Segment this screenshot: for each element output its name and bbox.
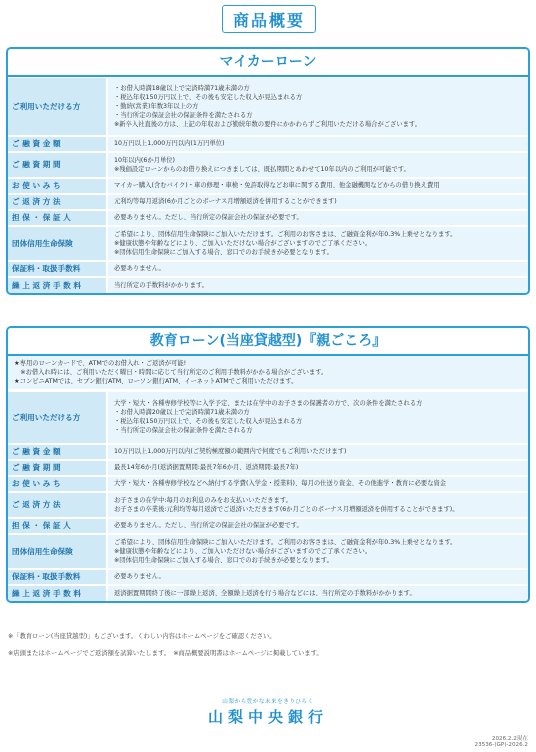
table-row <box>8 277 528 293</box>
note-line: ★専用のローンカードで、ATMでのお借入れ・ご返済が可能! <box>14 360 187 367</box>
row-value-line: ※団体信用生命保険にご加入する場合、窓口でのお手続きが必要となります。 <box>114 248 333 256</box>
table-row <box>8 136 528 152</box>
row-label: ご 融 資 金 額 <box>8 444 107 460</box>
table-row <box>8 444 528 460</box>
row-label: ご 融 資 期 間 <box>8 152 107 178</box>
row-label: ご 融 資 金 額 <box>8 136 107 152</box>
row-label: 団体信用生命保険 <box>8 534 107 569</box>
row-value-line: ・税込年収150万円以上で、その後も安定した収入が見込まれる方 <box>114 93 303 101</box>
row-value-line: 元利均等毎月返済(6か月ごとのボーナス月増額返済を併用することができます) <box>114 198 337 205</box>
row-value-line: ・当行所定の保証会社の保証条件を満たされる方 <box>114 111 253 119</box>
row-label: 繰 上 返 済 手 数 料 <box>8 277 107 293</box>
row-value <box>107 569 528 585</box>
row-value <box>107 492 528 518</box>
row-value-line: ・勤続(営業)年数3年以上の方 <box>114 102 199 110</box>
table-row <box>8 534 528 569</box>
row-value <box>107 136 528 152</box>
row-label: ご 返 済 方 法 <box>8 492 107 518</box>
table-row <box>8 78 528 136</box>
row-label: 保証料・取扱手数料 <box>8 569 107 585</box>
table-row <box>8 152 528 178</box>
row-value-line: ご希望により、団体信用生命保険にご加入いただけます。ご利用のお客さまは、ご融資金利が年0.3%上乗せとなります。 <box>114 538 457 546</box>
row-value-line: ※健康状態や年齢などにより、ご加入いただけない場合がございますのでご了承ください。 <box>114 547 372 555</box>
row-label: ご利用いただける方 <box>8 392 107 444</box>
row-value <box>107 460 528 476</box>
row-label: 団体信用生命保険 <box>8 226 107 261</box>
code-line: 23536-(GP)-2026.2 <box>474 742 528 748</box>
my-car-loan-table <box>8 77 528 293</box>
page-title: 商品概要 <box>222 5 316 33</box>
row-value-line: マイカー購入(含むバイク)・車の修理・車検・免許取得などお車に関する費用、他金融機関などからの借り換え費用 <box>114 182 440 189</box>
row-value-line: ・お借入時満18歳以上で完済時満71歳未満の方 <box>114 84 250 92</box>
row-value-line: 必要ありません。 <box>114 573 165 580</box>
row-label: ご 返 済 方 法 <box>8 194 107 210</box>
row-value-line: ・当行所定の保証会社の保証条件を満たされる方 <box>114 427 253 435</box>
section-title: 教育ローン(当座貸越型)『親ごころ』 <box>8 328 528 356</box>
footnote-education-loan: ※「教育ローン(当座貸越型)」もございます。くわしい内容はホームページをご確認ください。 <box>8 633 276 640</box>
row-value <box>107 178 528 194</box>
row-value <box>107 534 528 569</box>
row-value-line: お子さまの卒業後:元利均等毎月返済でご返済いただきます(6か月ごとのボーナス月増額返済を併用することができます)。 <box>114 505 459 513</box>
row-value-line: 10年以内(6か月単位) <box>114 156 176 164</box>
row-label: 保証料・取扱手数料 <box>8 261 107 277</box>
table-row <box>8 261 528 277</box>
table-row <box>8 492 528 518</box>
row-value <box>107 78 528 136</box>
table-row <box>8 569 528 585</box>
bank-logo: 山梨中央銀行 <box>207 708 328 726</box>
row-label: ご利用いただける方 <box>8 78 107 136</box>
row-value-line: 10万円以上1,000万円以内(1万円単位) <box>114 140 225 147</box>
row-value <box>107 476 528 492</box>
row-label: ご 融 資 期 間 <box>8 460 107 476</box>
row-value <box>107 226 528 261</box>
row-value-line: ※残価設定ローンからのお借り換えにつきましては、既払期間とあわせて10年以内のご利用が可能です。 <box>114 165 410 173</box>
row-value-line: ※団体信用生命保険にご加入する場合、窓口でのお手続きが必要となります。 <box>114 556 333 564</box>
note-line: ★コンビニATMでは、セブン銀行ATM、ローソン銀行ATM、イーネットATMでご利用いただけます。 <box>14 378 298 385</box>
row-value-line: ご希望により、団体信用生命保険にご加入いただけます。ご利用のお客さまは、ご融資金利が年0.3%上乗せとなります。 <box>114 230 457 238</box>
row-label: 担 保 ・ 保 証 人 <box>8 518 107 534</box>
row-value <box>107 152 528 178</box>
note-line: ※お借入れ時には、ご利用いただく曜日・時間に応じて当行所定のご利用手数料がかかる場合がございます。 <box>14 369 328 376</box>
row-value <box>107 585 528 601</box>
row-value-line: 当行所定の手数料がかかります。 <box>114 281 208 289</box>
row-label: 担 保 ・ 保 証 人 <box>8 210 107 226</box>
table-row <box>8 392 528 444</box>
table-row <box>8 518 528 534</box>
row-label: 繰 上 返 済 手 数 料 <box>8 585 107 601</box>
row-value-line: ・お借入時満20歳以上で完済時満71歳未満の方 <box>114 409 250 417</box>
row-value-line: 必要ありません。 <box>114 265 165 272</box>
education-loan-table <box>8 391 528 601</box>
table-row <box>8 476 528 492</box>
row-value <box>107 392 528 444</box>
logo-tagline: 山梨から豊かな未来をきりひらく <box>222 699 314 705</box>
table-row <box>8 585 528 601</box>
row-value <box>107 261 528 277</box>
table-row <box>8 210 528 226</box>
row-label: お 使 い み ち <box>8 178 107 194</box>
row-value-line: ※健康状態や年齢などにより、ご加入いただけない場合がございますのでご了承ください。 <box>114 239 372 247</box>
education-loan-section <box>6 326 530 603</box>
row-value-line: 大学・短大・各種専修学校等に入学予定、または在学中のお子さまの保護者の方で、次の条件を満たされる方 <box>114 400 423 408</box>
table-row <box>8 194 528 210</box>
row-value <box>107 194 528 210</box>
date-line: 2026.2.2現在 <box>491 736 528 742</box>
table-row <box>8 226 528 261</box>
education-loan-notes <box>8 356 528 391</box>
table-row <box>8 178 528 194</box>
row-value <box>107 444 528 460</box>
row-value-line: ※新卒入社直後の方は、上記の年収および勤続年数の要件にかかわらずご利用いただける場合がございます。 <box>114 120 422 128</box>
row-value-line: 必要ありません。ただし、当行所定の保証会社の保証が必要です。 <box>114 214 303 221</box>
row-value-line: 10万円以上1,000万円以内(ご契約極度額の範囲内で何度でもご利用いただけます) <box>114 448 347 455</box>
row-value <box>107 518 528 534</box>
section-title: マイカーローン <box>8 49 528 77</box>
row-value-line: 大学・短大・各種専修学校などへ納付する学費(入学金・授業料)、毎月の仕送り資金、その他進学・教育に必要な資金 <box>114 480 447 487</box>
row-value-line: 返済据置期間終了後に一部繰上返済、全額繰上返済を行う場合などには、当行所定の手数料がかかります。 <box>114 589 416 597</box>
row-value <box>107 277 528 293</box>
row-value <box>107 210 528 226</box>
row-value-line: 必要ありません。ただし、当行所定の保証会社の保証が必要です。 <box>114 522 303 529</box>
row-label: お 使 い み ち <box>8 476 107 492</box>
table-row <box>8 460 528 476</box>
footnote-simulation: ※店頭またはホームページでご返済額を試算いたします。 ※商品概要説明書はホームページに掲載しています。 <box>8 650 323 657</box>
row-value-line: 最長14年6か月(返済据置期間:最長7年6か月、返済期間:最長7年) <box>114 464 299 471</box>
row-value-line: お子さまの在学中:毎月のお利息のみをお支払いいただきます。 <box>114 496 292 504</box>
my-car-loan-section <box>6 47 530 295</box>
row-value-line: ・税込年収150万円以上で、その後も安定した収入が見込まれる方 <box>114 418 303 426</box>
